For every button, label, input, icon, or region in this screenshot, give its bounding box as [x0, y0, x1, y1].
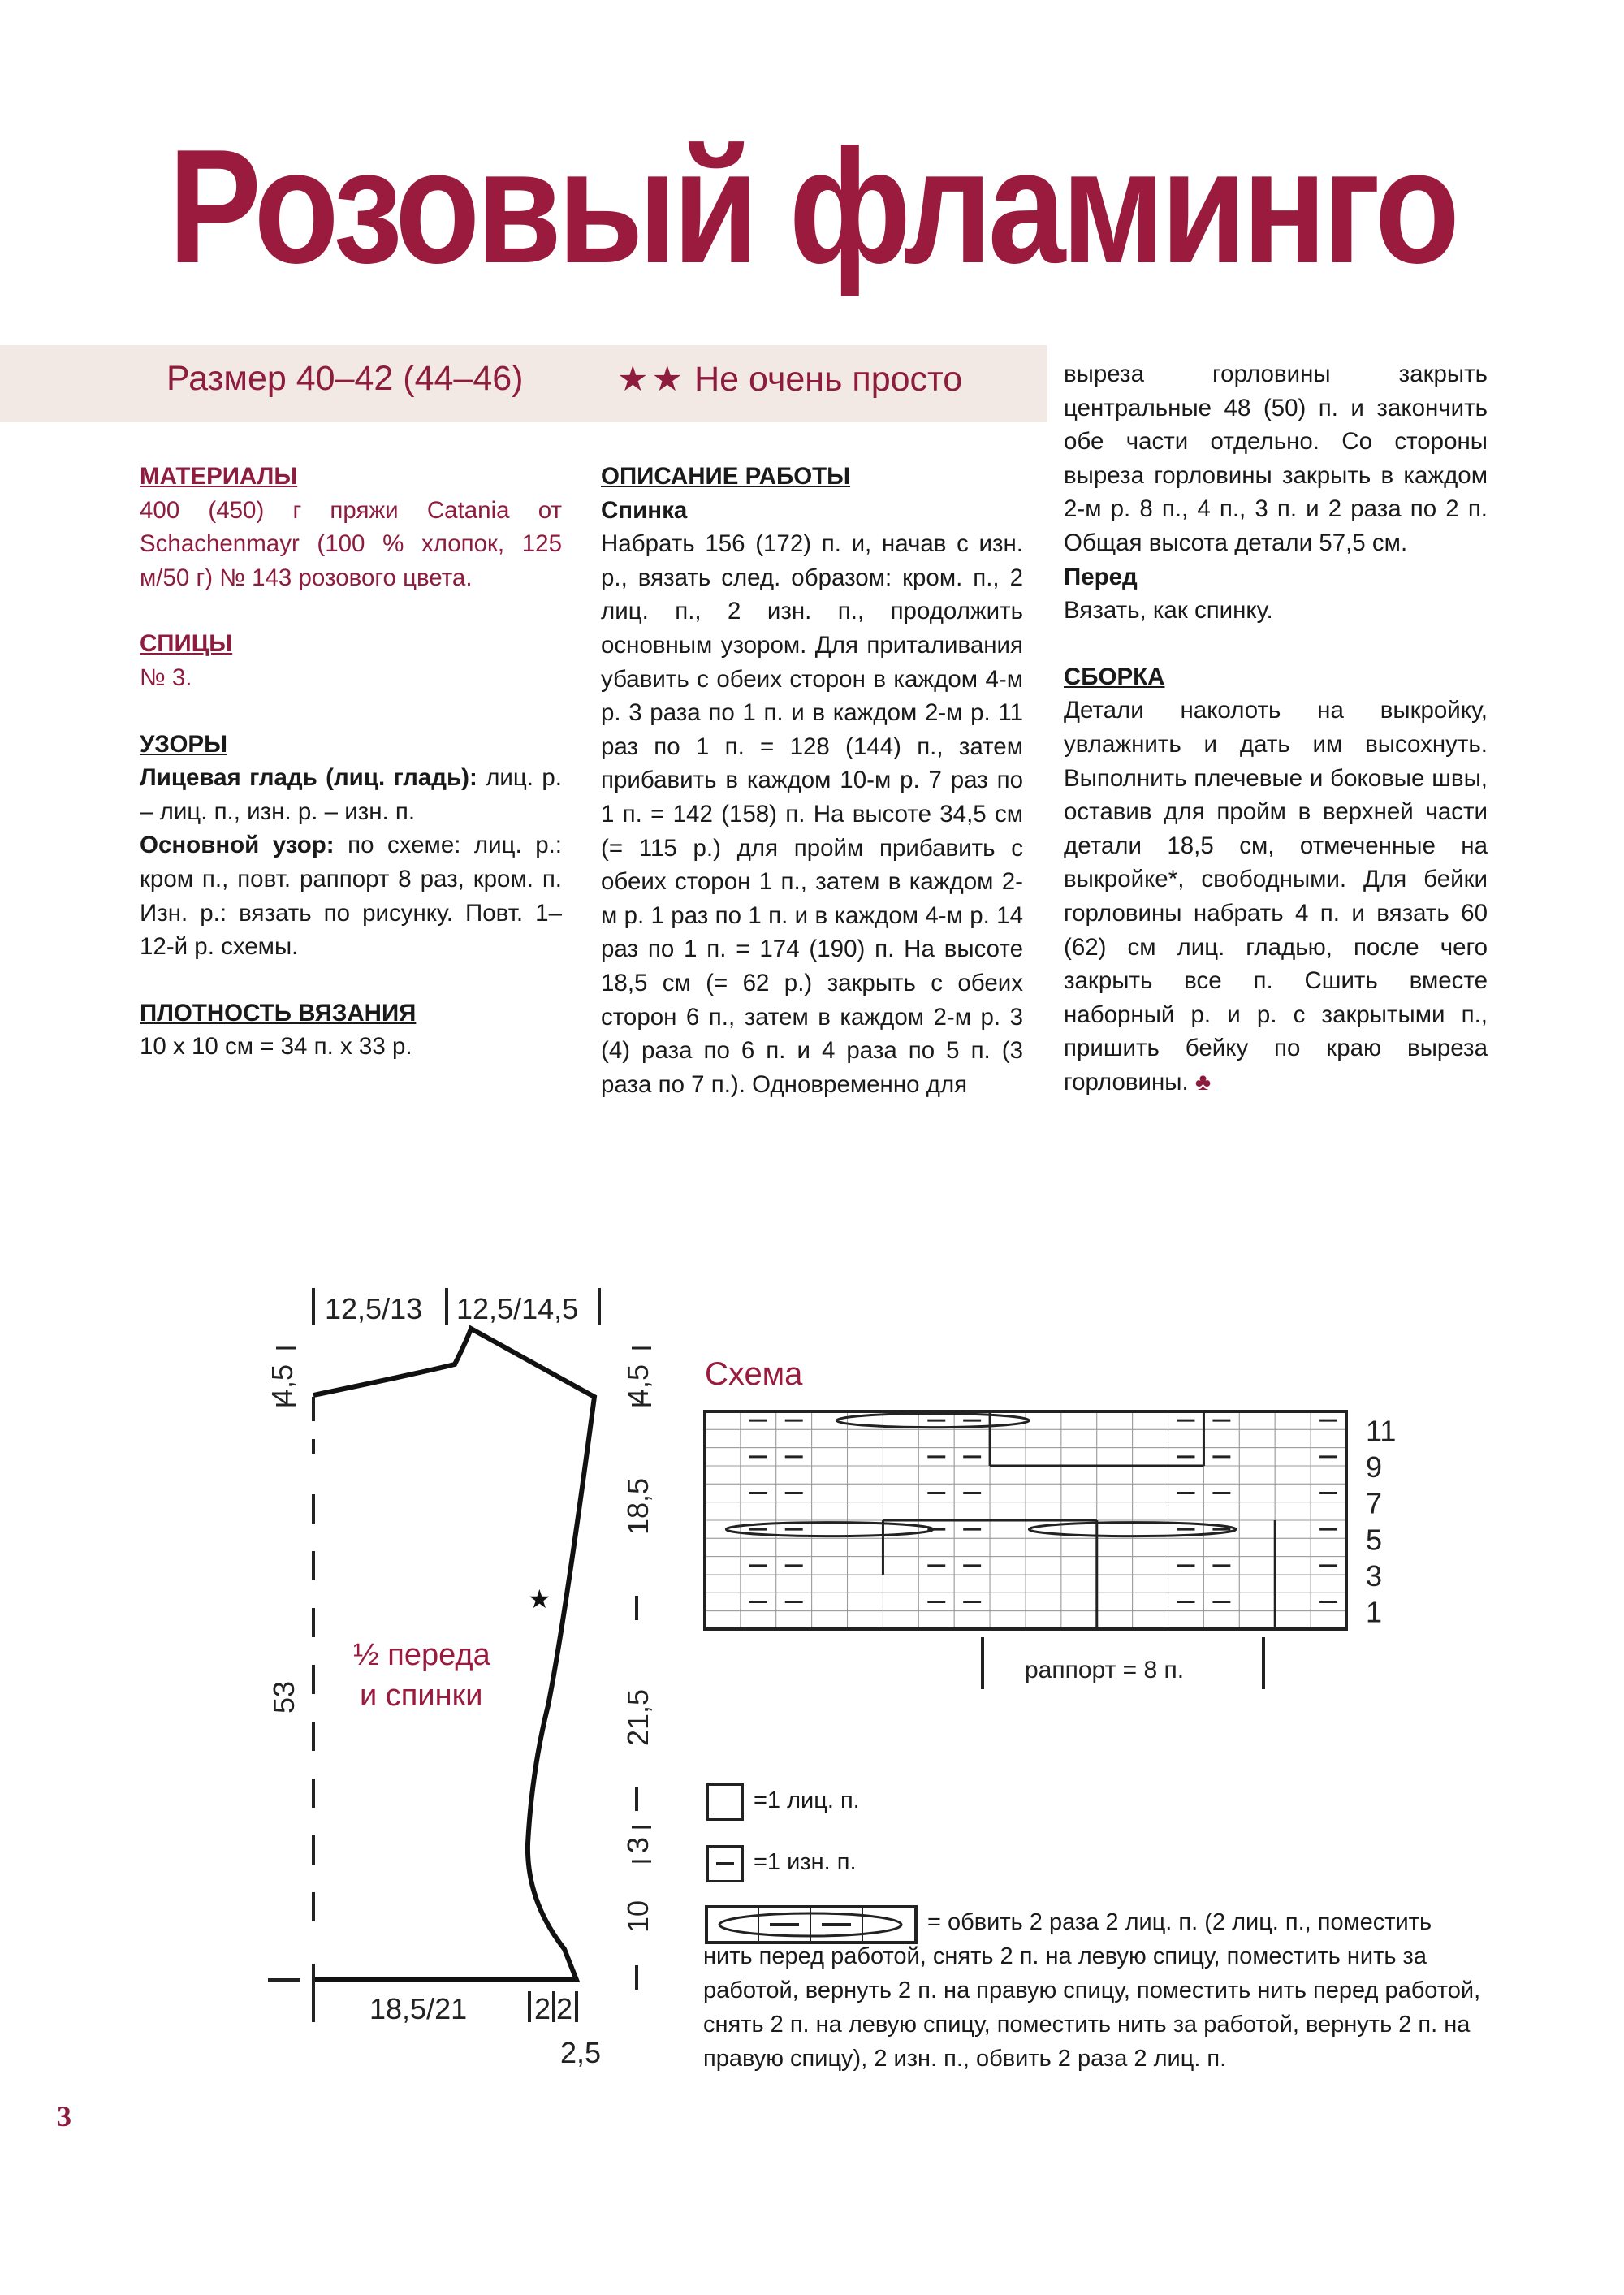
- chart-cell: [741, 1502, 776, 1520]
- chart-cell: [1275, 1429, 1311, 1447]
- chart-cell: [1239, 1611, 1275, 1629]
- column-left: [140, 460, 562, 1064]
- chart-cell: [1275, 1557, 1311, 1575]
- chart-cell: [1097, 1557, 1133, 1575]
- chart-cell: [954, 1611, 990, 1629]
- armhole-star-mark: ★: [528, 1584, 551, 1614]
- chart-cell: [1275, 1502, 1311, 1520]
- chart-cell: [990, 1557, 1026, 1575]
- chart-cell: [1097, 1466, 1133, 1484]
- gauge-heading: ПЛОТНОСТЬ ВЯЗАНИЯ: [140, 999, 417, 1026]
- chart-cell: [1133, 1502, 1168, 1520]
- legend-knit-symbol: [706, 1783, 744, 1821]
- repeat-label: раппорт = 8 п.: [1025, 1657, 1185, 1683]
- chart-cell: [705, 1611, 741, 1629]
- width-label-small-a: 2: [534, 1992, 551, 2025]
- height-label-rib-small: 3: [621, 1836, 654, 1853]
- chart-cell: [1239, 1411, 1275, 1429]
- difficulty: [617, 359, 962, 400]
- chart-cell: [1133, 1448, 1168, 1466]
- chart-cell: [1026, 1484, 1061, 1502]
- chart-cell: [812, 1484, 848, 1502]
- schematic-caption-line1: ½ переда: [353, 1638, 490, 1672]
- needles-heading: СПИЦЫ: [140, 630, 233, 658]
- chart-cell: [883, 1484, 918, 1502]
- chart-row-number: 1: [1366, 1595, 1383, 1629]
- chart-cell: [1168, 1538, 1204, 1556]
- difficulty-label: Не очень просто: [694, 360, 963, 399]
- chart-cell: [954, 1538, 990, 1556]
- chart-cell: [1168, 1429, 1204, 1447]
- chart-cell: [1203, 1611, 1239, 1629]
- chart-cell: [1097, 1448, 1133, 1466]
- chart-cell: [990, 1484, 1026, 1502]
- page-title: Розовый фламинго: [168, 116, 1456, 297]
- chart-cell: [1026, 1411, 1061, 1429]
- chart-cell: [990, 1466, 1026, 1484]
- chart-cell: [990, 1448, 1026, 1466]
- chart-cell: [1097, 1484, 1133, 1502]
- chart-row-number: 7: [1366, 1486, 1383, 1520]
- chart-cell: [990, 1593, 1026, 1610]
- chart-cell: [848, 1611, 883, 1629]
- chart-cell: [954, 1502, 990, 1520]
- back-heading: Спинка: [601, 496, 688, 524]
- chart-cell: [1097, 1429, 1133, 1447]
- chart-cell: [1311, 1502, 1346, 1520]
- chart-cell: [812, 1593, 848, 1610]
- chart-cell: [1239, 1429, 1275, 1447]
- chart-row-number: 11: [1366, 1414, 1397, 1448]
- back-text-continued: выреза горловины закрыть центральные 48 (50) п. и закончить обе части отдельно. Со стороны выреза горловины закрыть в каждом 2-м р. 8 п., 4 п., 3 п. и 2 раза по 2 п. Общая высота детали 57,5 см.: [1064, 361, 1488, 556]
- chart-cell: [1203, 1502, 1239, 1520]
- chart-cell: [1026, 1557, 1061, 1575]
- chart-row-number: 5: [1366, 1523, 1383, 1557]
- chart-cell: [705, 1538, 741, 1556]
- chart-title: Схема: [705, 1356, 803, 1392]
- chart-cell: [1061, 1557, 1097, 1575]
- chart-cell: [1026, 1538, 1061, 1556]
- chart-cell: [1311, 1429, 1346, 1447]
- chart-cell: [705, 1411, 741, 1429]
- chart-cell: [1026, 1466, 1061, 1484]
- width-label-bottom: 18,5/21: [369, 1992, 468, 2025]
- chart-cell: [1168, 1611, 1204, 1629]
- chart-cell: [812, 1429, 848, 1447]
- chart-cell: [990, 1502, 1026, 1520]
- chart-cell: [883, 1575, 918, 1593]
- height-label-shoulder-left: 4,5: [266, 1364, 299, 1405]
- chart-cell: [1239, 1502, 1275, 1520]
- patterns-heading: УЗОРЫ: [140, 730, 227, 758]
- chart-cell: [1239, 1538, 1275, 1556]
- column-middle: [601, 460, 1023, 1101]
- chart-cell: [1097, 1593, 1133, 1610]
- chart-cell: [848, 1557, 883, 1575]
- chart-cell: [1275, 1538, 1311, 1556]
- chart-cell: [1026, 1593, 1061, 1610]
- chart-cell: [1133, 1538, 1168, 1556]
- chart-cell: [1133, 1593, 1168, 1610]
- chart-cell: [1061, 1593, 1097, 1610]
- chart-cell: [990, 1538, 1026, 1556]
- chart-cell: [776, 1502, 812, 1520]
- chart-cell: [848, 1429, 883, 1447]
- width-label-shoulder: 12,5/13: [325, 1292, 423, 1325]
- chart-cell: [1133, 1429, 1168, 1447]
- needles-text: № 3.: [140, 663, 192, 691]
- chart-cell: [776, 1429, 812, 1447]
- chart-cell: [741, 1538, 776, 1556]
- chart-cell: [918, 1502, 954, 1520]
- chart-cell: [776, 1611, 812, 1629]
- width-label-small-b: 2: [556, 1992, 573, 2025]
- difficulty-stars: ★★: [617, 360, 687, 399]
- chart-cell: [705, 1466, 741, 1484]
- chart-cell: [1239, 1484, 1275, 1502]
- work-heading: ОПИСАНИЕ РАБОТЫ: [601, 463, 851, 490]
- chart-cell: [1026, 1575, 1061, 1593]
- chart-cell: [1275, 1593, 1311, 1610]
- chart-cell: [918, 1538, 954, 1556]
- chart-cell: [1239, 1448, 1275, 1466]
- chart-cell: [1061, 1429, 1097, 1447]
- chart-cell: [812, 1538, 848, 1556]
- chart-cell: [990, 1611, 1026, 1629]
- height-label-hem: 10: [621, 1900, 654, 1933]
- pattern-stockinette: [140, 761, 562, 828]
- chart-cell: [705, 1429, 741, 1447]
- chart-cell: [848, 1538, 883, 1556]
- chart-cell: [776, 1538, 812, 1556]
- chart-cell: [1275, 1466, 1311, 1484]
- column-right: [1064, 357, 1488, 1099]
- chart-cell: [705, 1593, 741, 1610]
- chart-cell: [883, 1448, 918, 1466]
- chart-cell: [848, 1466, 883, 1484]
- chart-cell: [848, 1593, 883, 1610]
- pattern-main-name: Основной узор:: [140, 832, 335, 859]
- legend-purl-symbol: [706, 1845, 744, 1882]
- width-label-offset: 2,5: [560, 2036, 602, 2069]
- chart-cell: [1061, 1448, 1097, 1466]
- chart-cell: [1133, 1611, 1168, 1629]
- chart-cell: [990, 1429, 1026, 1447]
- chart-cell: [990, 1575, 1026, 1593]
- chart-cell: [883, 1538, 918, 1556]
- chart-cell: [1239, 1557, 1275, 1575]
- chart-cell: [705, 1484, 741, 1502]
- chart-cell: [1061, 1502, 1097, 1520]
- front-heading: Перед: [1064, 563, 1138, 590]
- chart-cell: [1133, 1466, 1168, 1484]
- chart-cell: [1026, 1611, 1061, 1629]
- chart-cell: [1061, 1611, 1097, 1629]
- chart-cell: [1168, 1466, 1204, 1484]
- chart-cell: [1275, 1411, 1311, 1429]
- chart-cell: [848, 1502, 883, 1520]
- chart-cell: [954, 1575, 990, 1593]
- pattern-stockinette-name: Лицевая гладь (лиц. гладь):: [140, 764, 477, 792]
- knitting-chart: [698, 1405, 1429, 1697]
- chart-cell: [776, 1466, 812, 1484]
- chart-cell: [812, 1411, 848, 1429]
- chart-cell: [1203, 1538, 1239, 1556]
- materials-heading: МАТЕРИАЛЫ: [140, 463, 298, 490]
- assembly-heading: СБОРКА: [1064, 663, 1165, 690]
- chart-cell: [1311, 1466, 1346, 1484]
- chart-cell: [1275, 1575, 1311, 1593]
- size-line: Размер 40–42 (44–46): [166, 359, 524, 398]
- chart-row-number: 3: [1366, 1559, 1383, 1593]
- chart-cell: [812, 1502, 848, 1520]
- chart-cell: [883, 1466, 918, 1484]
- legend-knit-text: =1 лиц. п.: [754, 1787, 860, 1813]
- chart-cell: [741, 1429, 776, 1447]
- width-label-neck: 12,5/14,5: [456, 1292, 579, 1325]
- chart-cell: [705, 1502, 741, 1520]
- chart-cell: [1026, 1429, 1061, 1447]
- materials-text: 400 (450) г пряжи Catania от Schachenmayr (100 % хлопок, 125 м/50 г) № 143 розового цвета.: [140, 496, 562, 591]
- chart-cell: [848, 1575, 883, 1593]
- gauge-text: 10 x 10 см = 34 п. x 33 р.: [140, 1033, 412, 1061]
- page-number: 3: [57, 2100, 71, 2133]
- legend-purl-text: =1 изн. п.: [754, 1849, 857, 1875]
- chart-cell: [1061, 1411, 1097, 1429]
- assembly-text: [1064, 694, 1488, 1099]
- chart-cell: [918, 1575, 954, 1593]
- chart-cell: [812, 1557, 848, 1575]
- chart-cell: [1203, 1466, 1239, 1484]
- chart-cell: [1168, 1502, 1204, 1520]
- chart-cell: [918, 1611, 954, 1629]
- chart-cell: [883, 1593, 918, 1610]
- chart-cell: [1275, 1484, 1311, 1502]
- chart-cell: [1097, 1611, 1133, 1629]
- chart-cell: [1061, 1538, 1097, 1556]
- height-label-waist: 21,5: [621, 1688, 654, 1746]
- chart-cell: [1097, 1575, 1133, 1593]
- assembly-body: Детали наколоть на выкройку, увлажнить и дать им высохнуть. Выполнить плечевые и боковые швы, оставив для пройм в верхней части детали 18,5 см, отмеченные на выкройке*, свободными. Для бейки горловины набрать 4 п. и вязать 60 (62) см лиц. гладью, после чего закрыть все п. Сшить вместе наборный р. и р. с закрытыми п., пришить бейку по краю выреза горловины.: [1064, 697, 1488, 1096]
- pattern-stockinette-text: лиц. р. – лиц. п., изн. р. – изн. п.: [140, 764, 562, 825]
- front-text: Вязать, как спинку.: [1064, 597, 1273, 625]
- chart-cell: [1026, 1502, 1061, 1520]
- chart-cell: [741, 1611, 776, 1629]
- chart-cell: [1203, 1575, 1239, 1593]
- chart-cell: [812, 1575, 848, 1593]
- club-icon: ♣: [1194, 1068, 1212, 1096]
- chart-cell: [883, 1557, 918, 1575]
- chart-cell: [705, 1557, 741, 1575]
- pattern-main: [140, 828, 562, 963]
- chart-cell: [1097, 1538, 1133, 1556]
- chart-cell: [741, 1575, 776, 1593]
- chart-cell: [705, 1520, 741, 1538]
- chart-cell: [705, 1575, 741, 1593]
- chart-cell: [776, 1575, 812, 1593]
- chart-cell: [1026, 1448, 1061, 1466]
- chart-cell: [990, 1520, 1026, 1538]
- legend-cable-text: = обвить 2 раза 2 лиц. п. (2 лиц. п., поместить нить перед работой, снять 2 п. на левую спицу, поместить нить за работой, вернуть 2 п. на правую спицу, поместить нить перед работой, снять 2 п. на левую спицу, поместить нить за работой, вернуть 2 п. на правую спицу), 2 изн. п., обвить 2 раза 2 лиц. п.: [703, 1909, 1481, 2072]
- garment-schematic: [244, 1283, 666, 2079]
- chart-cell: [1239, 1466, 1275, 1484]
- chart-cell: [812, 1611, 848, 1629]
- chart-cell: [1275, 1448, 1311, 1466]
- chart-cell: [1311, 1538, 1346, 1556]
- chart-cell: [1239, 1575, 1275, 1593]
- chart-cell: [1275, 1611, 1311, 1629]
- chart-row-number: 9: [1366, 1450, 1383, 1484]
- chart-cell: [1097, 1502, 1133, 1520]
- chart-cell: [1061, 1575, 1097, 1593]
- height-label-shoulder-right: 4,5: [621, 1364, 654, 1405]
- chart-cell: [1311, 1611, 1346, 1629]
- chart-cell: [705, 1448, 741, 1466]
- chart-cell: [1061, 1484, 1097, 1502]
- chart-cell: [1239, 1593, 1275, 1610]
- schematic-caption-line2: и спинки: [360, 1679, 483, 1713]
- chart-cell: [1275, 1520, 1311, 1538]
- chart-cell: [954, 1429, 990, 1447]
- height-label-armhole: 18,5: [621, 1477, 654, 1535]
- chart-cell: [1097, 1411, 1133, 1429]
- chart-cell: [812, 1448, 848, 1466]
- chart-cell: [1133, 1411, 1168, 1429]
- chart-cell: [883, 1502, 918, 1520]
- chart-cell: [954, 1466, 990, 1484]
- chart-cell: [918, 1429, 954, 1447]
- chart-cell: [883, 1429, 918, 1447]
- chart-cell: [1133, 1557, 1168, 1575]
- chart-cell: [1061, 1466, 1097, 1484]
- chart-cell: [1133, 1484, 1168, 1502]
- chart-cell: [1239, 1520, 1275, 1538]
- chart-cell: [1311, 1575, 1346, 1593]
- chart-cell: [918, 1466, 954, 1484]
- height-label-total: 53: [267, 1680, 300, 1714]
- chart-cell: [848, 1448, 883, 1466]
- chart-cell: [883, 1611, 918, 1629]
- pattern-main-text: по схеме: лиц. р.: кром п., повт. раппорт 8 раз, кром. п. Изн. р.: вязать по рисунку. Повт. 1–12-й р. схемы.: [140, 832, 563, 961]
- chart-cell: [812, 1466, 848, 1484]
- chart-cell: [1168, 1575, 1204, 1593]
- chart-cell: [741, 1466, 776, 1484]
- chart-cell: [848, 1484, 883, 1502]
- back-text: Набрать 156 (172) п. и, начав с изн. р., вязать след. образом: кром. п., 2 лиц. п., 2 изн. п., продолжить основным узором. Для приталивания убавить с обеих сторон в каждом 4-м р. 3 раза по 1 п. и в каждом 2-м р. 11 раз по 1 п. = 128 (144) п., затем прибавить в каждом 10-м р. 7 раз по 1 п. = 142 (158) п. На высоте 34,5 см (= 115 р.) для пройм прибавить с обеих сторон 1 п., затем в каждом 2-м р. 1 раз по 1 п. и в каждом 4-м р. 14 раз по 1 п. = 174 (190) п. На высоте 18,5 см (= 62 р.) закрыть с обеих сторон 6 п., затем в каждом 2-м р. 3 (4) раза по 6 п. и 4 раза по 5 п. (3 раза по 7 п.). Одновременно для: [601, 530, 1023, 1098]
- chart-cell: [1203, 1429, 1239, 1447]
- chart-cell: [1133, 1575, 1168, 1593]
